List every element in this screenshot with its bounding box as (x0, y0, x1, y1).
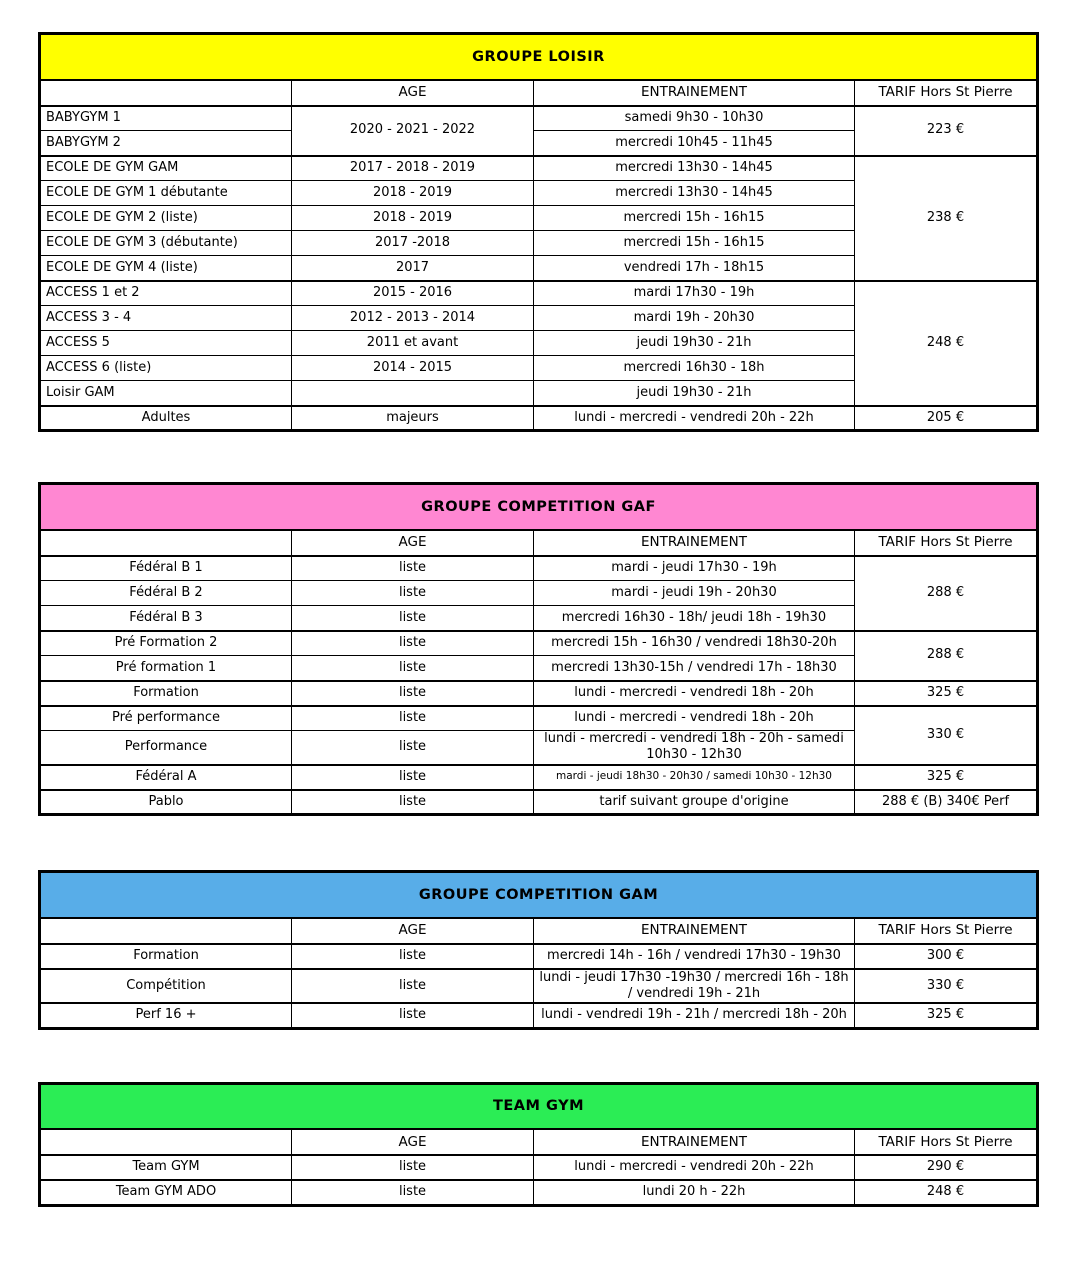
training-cell: lundi - mercredi - vendredi 20h - 22h (534, 1155, 855, 1180)
table-row (40, 530, 1038, 556)
table-title: GROUPE COMPETITION GAM (40, 872, 1038, 918)
loisir-table (38, 32, 1039, 432)
program-cell: BABYGYM 2 (40, 131, 292, 156)
table-row (40, 80, 1038, 106)
tarif-cell: 300 € (855, 944, 1038, 969)
training-cell: mercredi 10h45 - 11h45 (534, 131, 855, 156)
age-cell: 2018 - 2019 (292, 181, 534, 206)
program-cell: ECOLE DE GYM 2 (liste) (40, 206, 292, 231)
age-cell: liste (292, 556, 534, 581)
col-header-entrainement: ENTRAINEMENT (534, 1129, 855, 1155)
age-cell: liste (292, 969, 534, 1004)
table-row (40, 281, 1038, 306)
training-cell: jeudi 19h30 - 21h (534, 331, 855, 356)
table-row (40, 944, 1038, 969)
table-row (40, 918, 1038, 944)
table-title: TEAM GYM (40, 1083, 1038, 1129)
tarif-cell: 330 € (855, 706, 1038, 765)
age-cell: 2014 - 2015 (292, 356, 534, 381)
age-cell: 2012 - 2013 - 2014 (292, 306, 534, 331)
program-cell: ACCESS 6 (liste) (40, 356, 292, 381)
col-header-entrainement: ENTRAINEMENT (534, 80, 855, 106)
gam-table (38, 870, 1039, 1030)
training-cell: mardi - jeudi 19h - 20h30 (534, 581, 855, 606)
teamgym-table (38, 1082, 1039, 1207)
training-cell: lundi - mercredi - vendredi 20h - 22h (534, 406, 855, 431)
training-cell: lundi - vendredi 19h - 21h / mercredi 18h - 20h (534, 1003, 855, 1028)
program-cell: Fédéral B 1 (40, 556, 292, 581)
program-cell: ECOLE DE GYM 4 (liste) (40, 256, 292, 281)
tarif-cell: 330 € (855, 969, 1038, 1004)
table-row (40, 1155, 1038, 1180)
age-cell: liste (292, 631, 534, 656)
table-row (40, 1083, 1038, 1129)
age-cell: liste (292, 790, 534, 815)
table-row (40, 872, 1038, 918)
col-header-tarif: TARIF Hors St Pierre (855, 530, 1038, 556)
col-header-age: AGE (292, 530, 534, 556)
table-row (40, 34, 1038, 80)
program-cell: Fédéral B 3 (40, 606, 292, 631)
training-cell: lundi - jeudi 17h30 -19h30 / mercredi 16h - 18h / vendredi 19h - 21h (534, 969, 855, 1004)
training-cell: lundi - mercredi - vendredi 18h - 20h (534, 681, 855, 706)
table-row (40, 969, 1038, 1004)
table-row (40, 484, 1038, 530)
table-row (40, 156, 1038, 181)
training-cell: lundi 20 h - 22h (534, 1180, 855, 1205)
table-row (40, 1129, 1038, 1155)
age-cell: liste (292, 1180, 534, 1205)
table-row (40, 631, 1038, 656)
table-row (40, 556, 1038, 581)
program-cell: Fédéral B 2 (40, 581, 292, 606)
age-cell: majeurs (292, 406, 534, 431)
col-header-entrainement: ENTRAINEMENT (534, 530, 855, 556)
program-cell: Pré Formation 2 (40, 631, 292, 656)
col-header-tarif: TARIF Hors St Pierre (855, 80, 1038, 106)
program-cell: ECOLE DE GYM GAM (40, 156, 292, 181)
age-cell: 2017 - 2018 - 2019 (292, 156, 534, 181)
age-cell: liste (292, 606, 534, 631)
program-cell: Performance (40, 731, 292, 765)
age-cell: 2017 (292, 256, 534, 281)
table-title: GROUPE LOISIR (40, 34, 1038, 80)
table-row (40, 406, 1038, 431)
tarif-cell: 325 € (855, 765, 1038, 790)
table-row (40, 681, 1038, 706)
table-row (40, 1003, 1038, 1028)
training-cell: mercredi 16h30 - 18h (534, 356, 855, 381)
program-cell: ACCESS 5 (40, 331, 292, 356)
table-title: GROUPE COMPETITION GAF (40, 484, 1038, 530)
training-cell: lundi - mercredi - vendredi 18h - 20h (534, 706, 855, 731)
tarif-cell: 205 € (855, 406, 1038, 431)
training-cell: mercredi 15h - 16h15 (534, 206, 855, 231)
training-cell: samedi 9h30 - 10h30 (534, 106, 855, 131)
program-cell: Loisir GAM (40, 381, 292, 406)
age-cell: liste (292, 765, 534, 790)
schedule-sheet (38, 32, 1036, 1207)
age-cell: liste (292, 581, 534, 606)
age-cell: liste (292, 731, 534, 765)
program-cell: Compétition (40, 969, 292, 1004)
col-header-age: AGE (292, 1129, 534, 1155)
training-cell: lundi - mercredi - vendredi 18h - 20h - samedi 10h30 - 12h30 (534, 731, 855, 765)
training-cell: mercredi 16h30 - 18h/ jeudi 18h - 19h30 (534, 606, 855, 631)
col-header-empty (40, 1129, 292, 1155)
col-header-age: AGE (292, 918, 534, 944)
age-cell: liste (292, 1003, 534, 1028)
training-cell: mercredi 13h30 - 14h45 (534, 181, 855, 206)
table-row (40, 706, 1038, 731)
training-cell: mercredi 14h - 16h / vendredi 17h30 - 19h30 (534, 944, 855, 969)
tarif-cell: 290 € (855, 1155, 1038, 1180)
program-cell: Pablo (40, 790, 292, 815)
age-cell: 2015 - 2016 (292, 281, 534, 306)
age-cell: liste (292, 706, 534, 731)
training-cell: vendredi 17h - 18h15 (534, 256, 855, 281)
tarif-cell: 288 € (855, 556, 1038, 631)
age-cell: liste (292, 656, 534, 681)
training-cell: mardi 17h30 - 19h (534, 281, 855, 306)
training-cell: mercredi 13h30-15h / vendredi 17h - 18h30 (534, 656, 855, 681)
tarif-cell: 238 € (855, 156, 1038, 281)
col-header-entrainement: ENTRAINEMENT (534, 918, 855, 944)
tarif-cell: 325 € (855, 681, 1038, 706)
tarif-cell: 248 € (855, 1180, 1038, 1205)
program-cell: Pré formation 1 (40, 656, 292, 681)
table-row (40, 1180, 1038, 1205)
tarif-cell: 325 € (855, 1003, 1038, 1028)
age-cell: liste (292, 681, 534, 706)
table-row (40, 765, 1038, 790)
col-header-empty (40, 530, 292, 556)
age-cell: 2011 et avant (292, 331, 534, 356)
tarif-cell: 248 € (855, 281, 1038, 406)
program-cell: ACCESS 3 - 4 (40, 306, 292, 331)
age-cell (292, 381, 534, 406)
age-cell: 2020 - 2021 - 2022 (292, 106, 534, 156)
program-cell: Formation (40, 944, 292, 969)
col-header-empty (40, 918, 292, 944)
col-header-tarif: TARIF Hors St Pierre (855, 918, 1038, 944)
training-cell: tarif suivant groupe d'origine (534, 790, 855, 815)
age-cell: liste (292, 1155, 534, 1180)
program-cell: ACCESS 1 et 2 (40, 281, 292, 306)
program-cell: Formation (40, 681, 292, 706)
age-cell: liste (292, 944, 534, 969)
training-cell: jeudi 19h30 - 21h (534, 381, 855, 406)
gaf-table (38, 482, 1039, 816)
training-cell: mercredi 15h - 16h15 (534, 231, 855, 256)
tarif-cell: 223 € (855, 106, 1038, 156)
col-header-age: AGE (292, 80, 534, 106)
program-cell: Pré performance (40, 706, 292, 731)
program-cell: Fédéral A (40, 765, 292, 790)
age-cell: 2018 - 2019 (292, 206, 534, 231)
training-cell: mercredi 13h30 - 14h45 (534, 156, 855, 181)
col-header-tarif: TARIF Hors St Pierre (855, 1129, 1038, 1155)
col-header-empty (40, 80, 292, 106)
training-cell: mardi - jeudi 17h30 - 19h (534, 556, 855, 581)
tarif-cell: 288 € (855, 631, 1038, 681)
program-cell: ECOLE DE GYM 1 débutante (40, 181, 292, 206)
program-cell: Team GYM ADO (40, 1180, 292, 1205)
program-cell: Adultes (40, 406, 292, 431)
training-cell: mardi - jeudi 18h30 - 20h30 / samedi 10h30 - 12h30 (534, 765, 855, 790)
program-cell: Team GYM (40, 1155, 292, 1180)
table-row (40, 106, 1038, 131)
table-row (40, 790, 1038, 815)
training-cell: mercredi 15h - 16h30 / vendredi 18h30-20h (534, 631, 855, 656)
program-cell: Perf 16 + (40, 1003, 292, 1028)
training-cell: mardi 19h - 20h30 (534, 306, 855, 331)
age-cell: 2017 -2018 (292, 231, 534, 256)
program-cell: ECOLE DE GYM 3 (débutante) (40, 231, 292, 256)
tarif-cell: 288 € (B) 340€ Perf (855, 790, 1038, 815)
program-cell: BABYGYM 1 (40, 106, 292, 131)
